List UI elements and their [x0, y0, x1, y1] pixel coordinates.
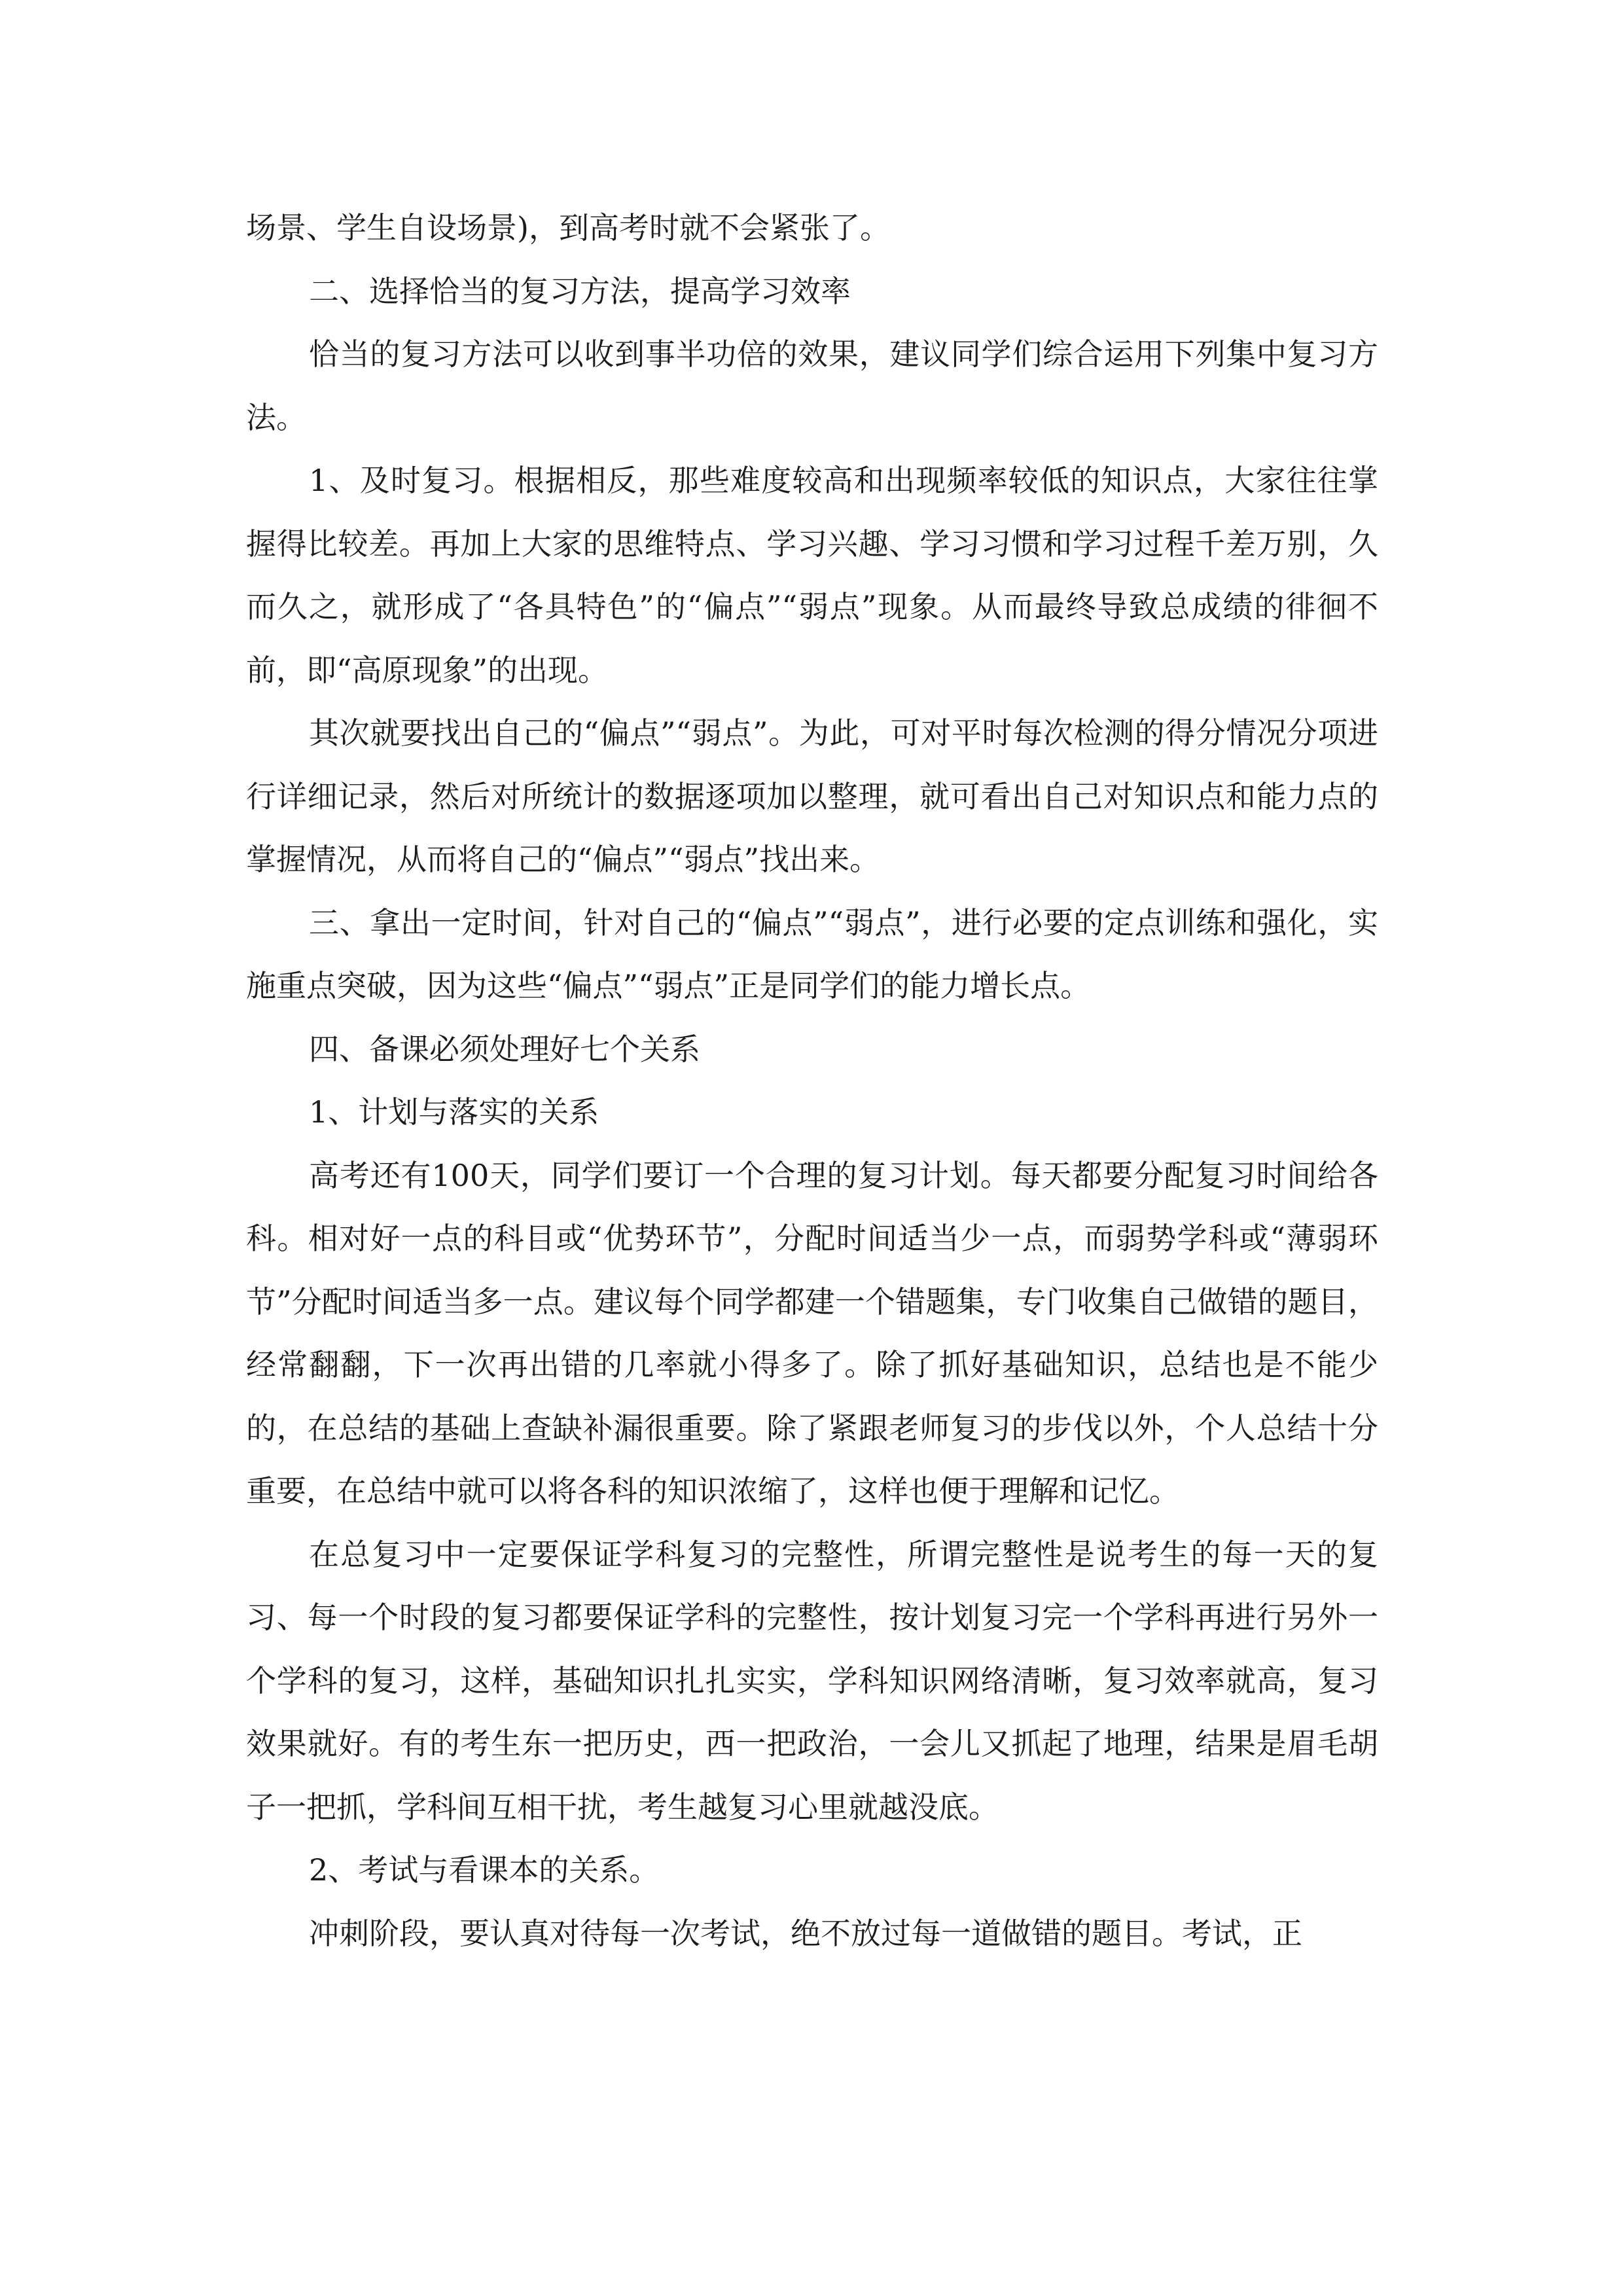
subheading-2: 2、考试与看课本的关系。 — [309, 1852, 660, 1888]
document-body — [246, 196, 1378, 1965]
section-heading-3: 三、拿出一定时间，针对自己的“偏点”“弱点”，进行必要的定点训练和强化，实施重点突破，因为这些“偏点”“弱点”正是同学们的能力增长点。 — [246, 905, 1378, 1003]
paragraph-12: 冲刺阶段，要认真对待每一次考试，绝不放过每一道做错的题目。考试，正 — [309, 1915, 1302, 1951]
paragraph-4: 1、及时复习。根据相反，那些难度较高和出现频率较低的知识点，大家往往掌握得比较差。再加上大家的思维特点、学习兴趣、学习习惯和学习过程千差万别，久而久之，就形成了“各具特色”的“偏点”“弱点”现象。从而最终导致总成绩的徘徊不前，即“高原现象”的出现。 — [246, 463, 1378, 688]
section-heading-2: 二、选择恰当的复习方法，提高学习效率 — [309, 273, 851, 309]
paragraph-1: 场景、学生自设场景)，到高考时就不会紧张了。 — [246, 210, 890, 245]
paragraph-3: 恰当的复习方法可以收到事半功倍的效果，建议同学们综合运用下列集中复习方法。 — [246, 336, 1378, 435]
paragraph-9: 高考还有100天，同学们要订一个合理的复习计划。每天都要分配复习时间给各科。相对好一点的科目或“优势环节”，分配时间适当少一点，而弱势学科或“薄弱环节”分配时间适当多一点。建议每个同学都建一个错题集，专门收集自己做错的题目，经常翻翻，下一次再出错的几率就小得多了。除了抓好基础知识，总结也是不能少的，在总结的基础上查缺补漏很重要。除了紧跟老师复习的步伐以外，个人总结十分重要，在总结中就可以将各科的知识浓缩了，这样也便于理解和记忆。 — [246, 1157, 1378, 1509]
paragraph-5: 其次就要找出自己的“偏点”“弱点”。为此，可对平时每次检测的得分情况分项进行详细记录，然后对所统计的数据逐项加以整理，就可看出自己对知识点和能力点的掌握情况，从而将自己的“偏点”“弱点”找出来。 — [246, 715, 1378, 877]
subheading-1: 1、计划与落实的关系 — [309, 1094, 599, 1130]
section-heading-4: 四、备课必须处理好七个关系 — [309, 1031, 700, 1067]
paragraph-10: 在总复习中一定要保证学科复习的完整性，所谓完整性是说考生的每一天的复习、每一个时段的复习都要保证学科的完整性，按计划复习完一个学科再进行另外一个学科的复习，这样，基础知识扎扎实实，学科知识网络清晰，复习效率就高，复习效果就好。有的考生东一把历史，西一把政治，一会儿又抓起了地理，结果是眉毛胡子一把抓，学科间互相干扰，考生越复习心里就越没底。 — [246, 1536, 1378, 1825]
